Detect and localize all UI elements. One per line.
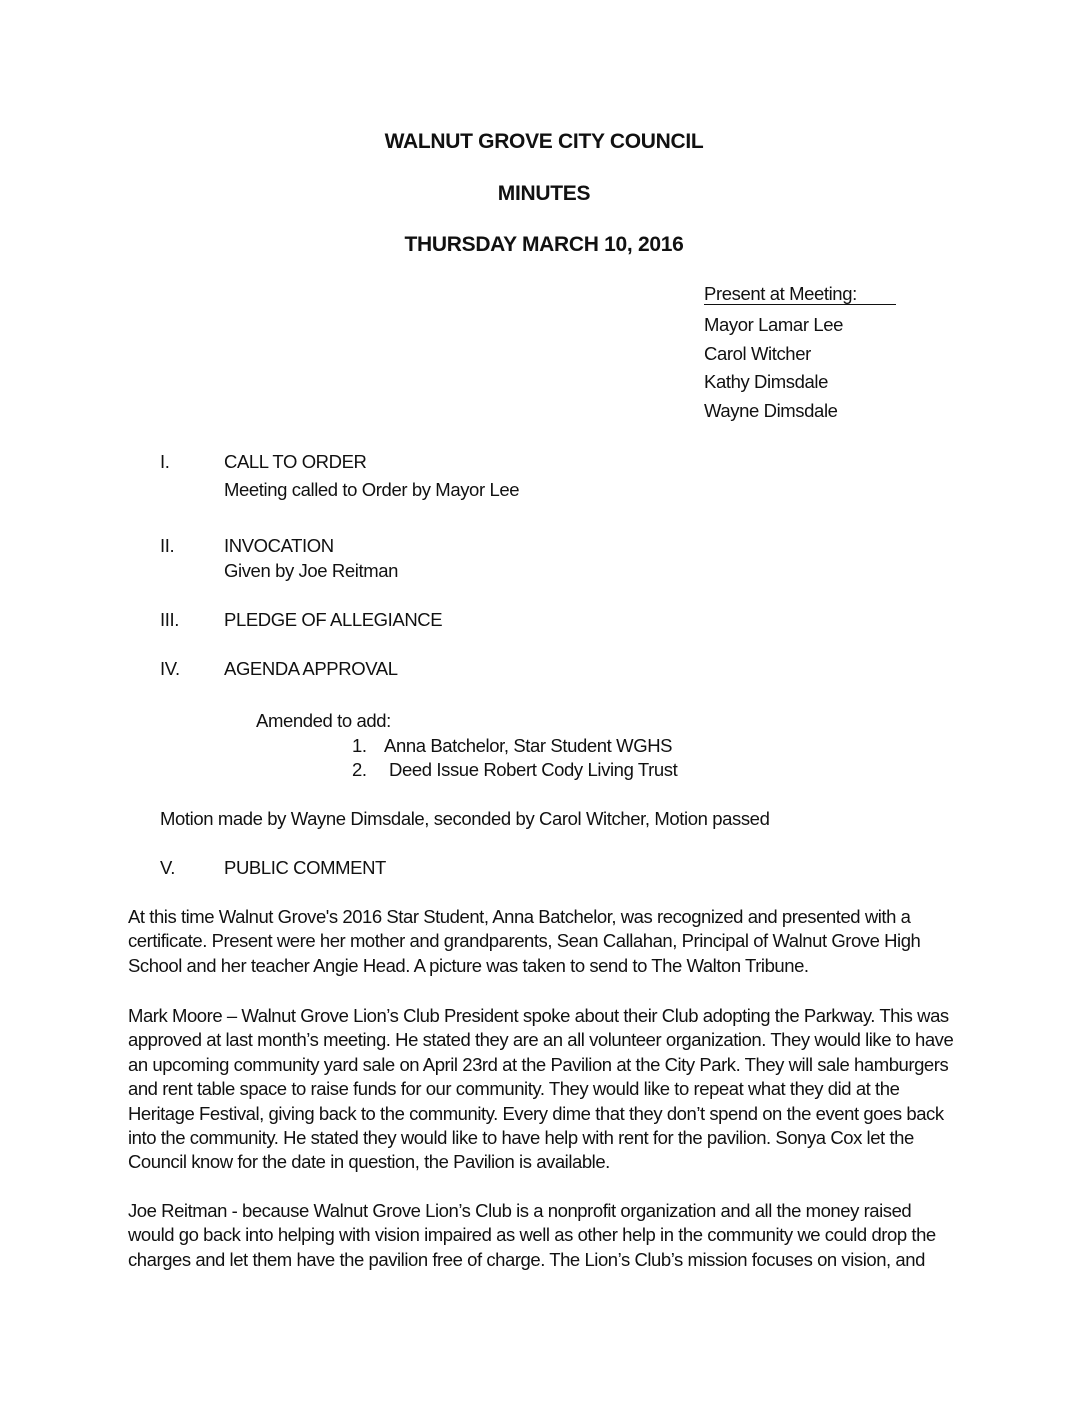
agenda-title: PLEDGE OF ALLEGIANCE — [224, 609, 443, 630]
paragraph-line: Joe Reitman - because Walnut Grove Lion’s Club is a nonprofit organization and all the money raised — [128, 1200, 912, 1221]
paragraph-line: Mark Moore – Walnut Grove Lion’s Club President spoke about their Club adopting the Parkway. This was — [128, 1005, 949, 1026]
amendment-number: 1. — [352, 735, 367, 756]
agenda-detail: Given by Joe Reitman — [224, 560, 399, 581]
amendment-label: Amended to add: — [256, 710, 391, 731]
paragraph-star-student — [128, 905, 920, 978]
agenda-title: AGENDA APPROVAL — [224, 658, 398, 679]
attendee: Kathy Dimsdale — [704, 371, 828, 392]
agenda-title: CALL TO ORDER — [224, 451, 367, 472]
paragraph-line: certificate. Present were her mother and grandparents, Sean Callahan, Principal of Walnut Grove High — [128, 930, 921, 952]
paragraph-line: School and her teacher Angie Head. A picture was taken to send to The Walton Tribune. — [128, 954, 809, 976]
agenda-detail: Meeting called to Order by Mayor Lee — [224, 479, 520, 500]
organization-title: WALNUT GROVE CITY COUNCIL — [384, 130, 704, 153]
paragraph-line: would go back into helping with vision impaired as well as other help in the community we could drop the — [128, 1224, 936, 1246]
agenda-numeral: II. — [160, 535, 175, 556]
paragraph-line: Heritage Festival, giving back to the community. Every dime that they don’t spend on the event goes back — [128, 1102, 944, 1124]
agenda-numeral: III. — [160, 609, 179, 630]
paragraph-line: and rent table space to raise funds for our community. They would like to repeat what they did at the — [128, 1078, 900, 1100]
paragraph-line: Council know for the date in question, the Pavilion is available. — [128, 1151, 610, 1173]
paragraph-line: into the community. He stated they would like to have help with rent for the pavilion. Sonya Cox let the — [128, 1127, 914, 1149]
paragraph-line: At this time Walnut Grove's 2016 Star Student, Anna Batchelor, was recognized and presented with a — [128, 906, 911, 927]
amendment-item: Anna Batchelor, Star Student WGHS — [384, 735, 673, 756]
motion-statement: Motion made by Wayne Dimsdale, seconded by Carol Witcher, Motion passed — [160, 808, 770, 829]
agenda-title: INVOCATION — [224, 535, 334, 556]
agenda-title: PUBLIC COMMENT — [224, 857, 386, 878]
attendance-list — [704, 283, 896, 425]
paragraph-line: charges and let them have the pavilion free of charge. The Lion’s Club’s mission focuses on vision, and — [128, 1248, 925, 1270]
amendment-item: Deed Issue Robert Cody Living Trust — [389, 759, 678, 780]
amendment-number: 2. — [352, 759, 367, 780]
paragraph-joe-reitman — [128, 1199, 936, 1272]
paragraph-lions-club — [128, 1004, 953, 1175]
paragraph-line: an upcoming community yard sale on April 23rd at the Pavilion at the City Park. They will sale hamburgers — [128, 1053, 949, 1075]
attendance-heading: Present at Meeting: — [704, 284, 896, 305]
document-type-title: MINUTES — [497, 182, 591, 205]
agenda-numeral: V. — [160, 857, 175, 878]
attendee: Carol Witcher — [704, 342, 811, 364]
paragraph-line: approved at last month’s meeting. He stated they are an all volunteer organization. They would like to have — [128, 1029, 954, 1051]
agenda-numeral: I. — [160, 451, 170, 472]
attendee: Wayne Dimsdale — [704, 399, 838, 421]
attendee: Mayor Lamar Lee — [704, 314, 843, 335]
agenda-numeral: IV. — [160, 658, 180, 679]
meeting-date-title: THURSDAY MARCH 10, 2016 — [404, 233, 684, 256]
